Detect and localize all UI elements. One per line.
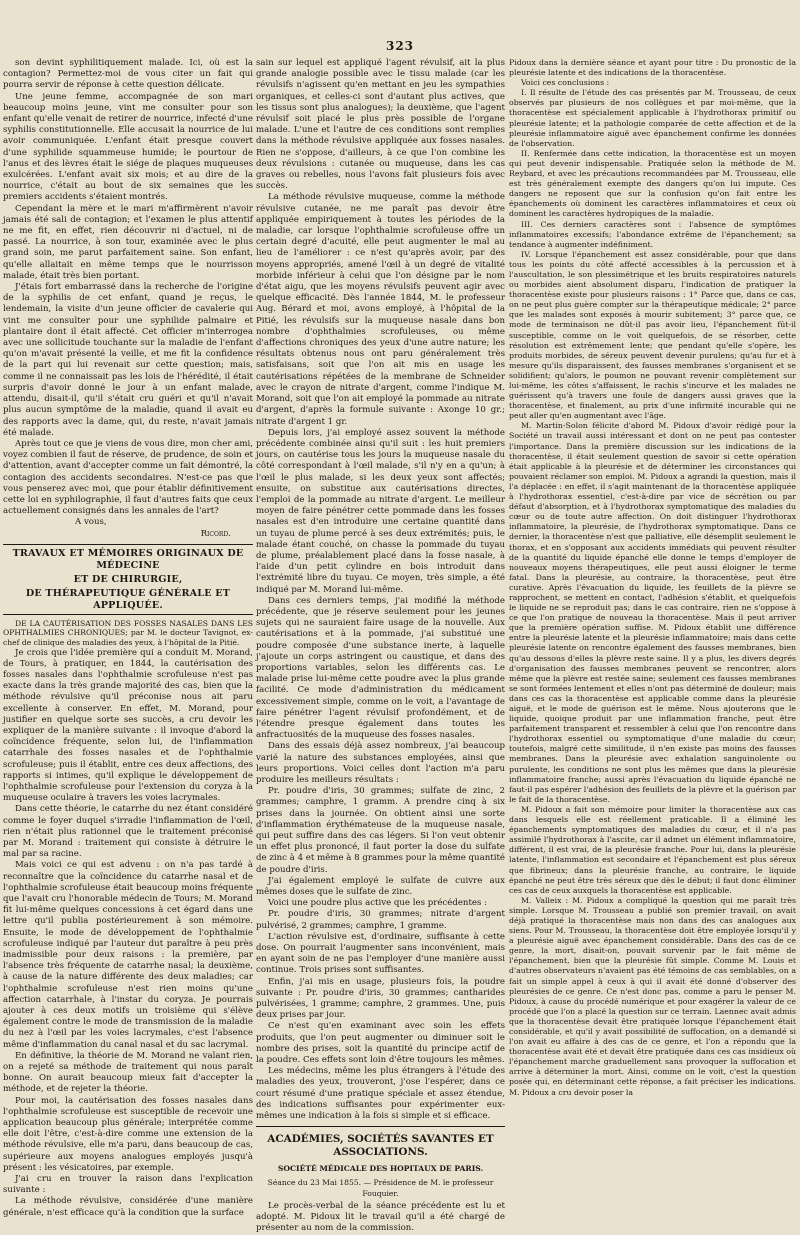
paragraph: La méthode révulsive muqueuse, comme la méthode révulsive cutanée, ne me paraît pas devoir être appliquée empiriquement à toutes les périodes de la maladie, car lorsque l'ophthalmie scrofuleuse offre un certain degré d'acuité, elle peut augmenter le mal au lieu de l'améliorer : ce n'est qu'après avoir, par des moyens appropriés, amené l'œil à un degré de vitalité morbide inférieur à celui que l'on désigne par le nom d'état aigu, que les moyens révulsifs peuvent agir avec quelque efficacité. Dès l'année 1844, M. le professeur Aug. Bérard et moi, avons employé, à l'hôpital de la Pitié, les révulsifs sur la muqueuse nasale dans bon nombre d'ophthalmies scrofuleuses, ou même d'affections chroniques des yeux d'une autre nature; les résultats obtenus nous ont paru généralement très satisfaisans, soit que l'on ait mis en usage les cautérisations répétées de la membrane de Schneider avec le crayon de nitrate d'argent, comme l'indique M. Morand, soit que l'on ait employé la pommade au nitrate d'argent, d'après la formule suivante : Axonge 10 gr.; nitrate d'argent 1 gr. <box>256 192 505 427</box>
paragraph: Je crois que l'idée première qui a conduit M. Morand, de Tours, à pratiquer, en 1844, la cautérisation des fosses nasales dans l'ophthalmie scrofuleuse n'est pas exacte dans la très grande majorité des cas, bien que la méthode révulsive qu'il préconise nous ait paru excellente à conserver. En effet, M. Morand, pour justifier en quelque sorte ses succès, a cru devoir les expliquer de la manière suivante : il invoque d'abord la coïncidence fréquente, selon lui, de l'inflammation catarrhale des fosses nasales et de l'ophthalmie scrofuleuse; puis il établit, entre ces deux affections, des rapports si intimes, qu'il explique le développement de l'ophthalmie scrofuleuse pour l'extension du coryza à la muqueuse oculaire à travers les voies lacrymales. <box>3 647 253 804</box>
paragraph: Dans cette théorie, le catarrhe du nez étant considéré comme le foyer duquel s'irradie l'inflammation de l'œil, rien n'était plus rationnel que le traitement préconisé par M. Morand : traitement qui consiste à détruire le mal par sa racine. <box>3 804 253 860</box>
paragraph: Depuis lors, j'ai employé assez souvent la méthode précédente combinée ainsi qu'il suit : les huit premiers jours, on cautérise tous les jours la muqueuse nasale du côté correspondant à l'œil malade, s'il n'y en a qu'un; à l'œil le plus malade, si les deux yeux sont affectés; ensuite, on substitue aux cautérisations directes, l'emploi de la pommade au nitrate d'argent. Le meilleur moyen de faire pénétrer cette pommade dans les fosses nasales est d'en introduire une certaine quantité dans un tuyau de plume percé à ses deux extrémités; puis, le malade étant couché, on chasse la pommade du tuyau de plume, préalablement placé dans la fosse nasale, à l'aide d'un petit cylindre en bois introduit dans l'extrémité libre du tuyau. Ce moyen, très simple, a été indiqué par M. Morand lui-même. <box>256 427 505 595</box>
paragraph: Après tout ce que je viens de vous dire, mon cher ami, voyez combien il faut de réserve, de prudence, de soin et d'attention, avant d'accepter comme un fait démontré, la contagion des accidents secondaires. N'est-ce pas que vous penserez avec moi, que pour établir définitivement cette loi en syphilographie, il faut d'autres faits que ceux actuellement consignés dans les annales de l'art? <box>3 438 253 517</box>
column-3 <box>509 58 796 1114</box>
paragraph: M. Valleix : M. Pidoux a compliqué la question qui me paraît très simple. Lorsque M. Trousseau a publié son premier travail, on avait déjà pratiqué la thoracentèse mais non dans des cas analogues aux siens. Pour M. Trousseau, la thoracentèse doit être employée lorsqu'il y a pleurésie aiguë avec épanchement considérable. Dans des cas de ce genre, la mort, disait-on, pouvait survenir par le fait même de l'épanchement, bien que la pleurésie fût simple. Comme M. Louis et d'autres observateurs n'avaient pas été témoins de cas semblables, on a fait un simple appel à ceux à qui il avait été donné d'observer des pleurésies de ce genre. Ce n'est donc pas, comme a paru le penser M. Pidoux, à cause du procédé numérique et pour exagérer la valeur de ce procédé que l'on a placé la question sur ce terrain. Laennec avait admis que la thoracentèse devait être pratiquée lorsque l'épanchement était considérable, et qu'il y avait possibilité de suffocation, on a demandé si l'on avait eu affaire à des cas de ce genre, et l'on a répondu que la thoracentèse avait été et devait être pratiquée dans ces cas insidieux où l'épanchement marche graduellement sans provoquer la suffocation et arrive à déterminer la mort. Ainsi, comme on le voit, c'est la question posée qui, en déterminant cette réponse, a fait préciser les indications. M. Pidoux a cru devoir poser la <box>509 895 796 1097</box>
section-divider <box>3 544 253 545</box>
section-heading-line-1: TRAVAUX ET MÉMOIRES ORIGINAUX DE MÉDECINE <box>12 547 244 571</box>
paragraph: L'action révulsive est, d'ordinaire, suffisante à cette dose. On pourrait l'augmenter sans inconvénient, mais en ayant soin de ne pas l'employer d'une manière aussi continue. Trois prises sont suffisantes. <box>256 931 505 976</box>
paragraph: J'étais fort embarrassé dans la recherche de l'origine de la syphilis de cet enfant, quand je reçus, le lendemain, la visite d'un jeune officier de cavalerie qui vint me consulter pour une syphilide palmaire et plantaire dont il était affecté. Cet officier m'interrogea avec une sollicitude touchante sur la maladie de l'enfant qu'on m'avait présenté la veille, et me fit la confidence de la part qui lui revenait sur cette question; mais, comme il ne connaissait pas les lois de l'hérédité, il était surpris d'avoir donné le jour à un enfant malade, attendu, disait-il, qu'il s'était cru guéri et qu'il n'avait plus aucun symptôme de la maladie, quand il avait eu des rapports avec la dame, qui, du reste, n'avait jamais été malade. <box>3 282 253 438</box>
paragraph: Le procès-verbal de la séance précédente est lu et adopté. M. Pidoux lit le travail qu'il a été chargé de présenter au nom de la commission. <box>256 1200 505 1234</box>
paragraph: son devint syphilitiquement malade. Ici, où est la contagion? Permettez-moi de vous citer un fait qui pourra servir de réponse à cette question délicate. <box>3 58 253 91</box>
signature: Ricord. <box>200 528 231 539</box>
page-number: 323 <box>385 39 415 53</box>
section-divider-thin <box>3 614 253 615</box>
paragraph: Dans des essais déjà assez nombreux, j'ai beaucoup varié la nature des substances employées, ainsi que leurs proportions. Voici celles dont l'action m'a paru produire les meilleurs résultats : <box>256 741 505 785</box>
paragraph: Pour moi, la cautérisation des fosses nasales dans l'ophthalmie scrofuleuse est susceptible de recevoir une application beaucoup plus générale; interprétée comme elle doit l'être, c'est-à-dire comme une extension de la méthode révulsive, elle m'a paru, dans beaucoup de cas, supérieure aux moyens analogues employés jusqu'à présent : les vésicatoires, par exemple. <box>3 1095 253 1173</box>
paragraph: III. Ces derniers caractères sont : l'absence de symptômes inflammatoires excessifs; l'abondance extrême de l'épanchement; sa tendance à augmenter indéfiniment. <box>509 219 796 249</box>
paragraph: Voici ces conclusions : <box>521 78 610 88</box>
signoff-salutation: A vous, <box>75 517 107 528</box>
letter-signoff <box>3 517 253 539</box>
paragraph: Mais voici ce qui est advenu : on n'a pas tardé à reconnaître que la coïncidence du catarrhe nasal et de l'ophthalmie scrofuleuse était beaucoup moins fréquente que l'avait cru l'honorable médecin de Tours; M. Morand fit lui-même quelques concessions à cet égard dans une lettre qu'il publia postérieurement à son mémoire. Ensuite, le mode de développement de l'ophthalmie scrofuleuse indiqué par l'auteur dut paraître à peu près inadmissible pour deux raisons : la première, par l'absence très fréquente de catarrhe nasal; la deuxième, à cause de la nature différente des deux maladies; car l'ophthalmie scrofuleuse n'est rien moins qu'une affection catarrhale, à l'instar du coryza. Je pourrais ajouter à ces deux motifs un troisième qui s'élève également contre le mode de transmission de la maladie du nez à l'œil par les voies lacrymales, c'est l'absence même d'inflammation du canal nasal et du sac lacrymal. <box>3 860 253 1050</box>
paragraph: II. Renfermée dans cette indication, la thoracentèse est un moyen qui peut devenir indispensable. Pratiquée selon la méthode de M. Reybard, et avec les précautions recommandées par M. Trousseau, elle est très généralement exempte des dangers qu'on lui impute. Ces dangers ne reposent que sur la confusion qu'on fait entre les épanchements où dominent les caractères inflammatoires et ceux où dominent les caractères hydropiques de la maladie. <box>509 148 796 219</box>
paragraph: Une jeune femme, accompagnée de son mari beaucoup moins jeune, vint me consulter pour son enfant qu'elle venait de retirer de nourrice, infecté d'une syphilis constitutionnelle. Elle accusait la nourrice de lui avoir communiquée. L'enfant était presque couvert d'une syphilide squammeuse humide; le pourtour de l'anus et des lèvres était le siége de plaques muqueuses exulcérées. L'enfant avait six mois; et au dire de la nourrice, c'était au bout de six semaines que les premiers accidents s'étaient montrés. <box>3 91 253 203</box>
paragraph: M. Martin-Solon félicite d'abord M. Pidoux d'avoir rédigé pour la Société un travail aussi intéressant et dont on ne peut pas contester l'importance. Dans la première discussion sur les indications de la thoracentèse, il était seulement question de savoir si cette opération était applicable à la pleurésie et de déterminer les circonstances qui pouvaient réclamer son emploi. M. Pidoux a agrandi la question, mais il l'a déplacée : en effet, il s'agit maintenant de la thoracentèse appliquée à l'hydrothorax essentiel, c'est-à-dire par vice de sécrétion ou par défaut d'absorption, et à l'hydrothorax symptomatique des maladies du cœur ou de toute autre affection. On doit distinguer l'hydrothorax inflammatoire, la pleurésie, de l'hydrothorax symptomatique. Dans ce dernier, la thoracentèse n'est que palliative, elle désemplit seulement le thorax, et en s'opposant aux accidents immédiats qui peuvent résulter de la quantité du liquide épanché elle donne le temps d'employer de nouveaux moyens thérapeutiques, elle peut aussi éloigner le terme fatal. Dans la pleurésie, au contraire, la thoracentèse, peut être curative. Après l'évacuation du liquide, les feuillets de la plèvre se rapprochent, se mettent en contact, l'adhésion s'établit, et quelquefois le liquide ne se reproduit pas; dans le cas contraire, rien ne s'oppose à ce que l'on pratique de nouveau la thoracentèse. Mais il peut arriver que la première opération suffise. M. Pidoux établit une différence entre la pleurésie latente et la pleurésie inflammatoire; mais dans cette pleurésie latente on rencontre également des fausses membranes, bien qu'au dessous d'elles la plèvre reste saine. Il y a plus, les divers degrés d'organisation des fausses membranes peuvent se rencontrer, alors même que la plèvre est restée saine; seulement ces fausses membranes se sont formées lentement et elles n'ont pas déterminé de douleur; mais dans ces cas la thoracentèse est applicable comme dans la pleurésie aiguë, et le mode de guérison est le même. Nous ajouterons que le liquide, quoique produit par une inflammation franche, peut être parfaitement transparent et ressembler à celui que l'on rencontre dans l'hydrothorax essentiel ou symptomatique d'une maladie du cœur; toutefois, malgré cette similitude, il n'en existe pas moins des fausses membranes. Dans la pleurésie avec exhalation sanguinolente ou purulente, les conditions ne sont plus les mêmes que dans la pleurésie inflammatoire franche; aussi après l'évacuation du liquide épanché ne faut-il pas espérer l'adhésion des feuillets de la plèvre et la guérison par le fait de la thoracentèse. <box>509 421 796 804</box>
paragraph: Les médecins, même les plus étrangers à l'étude des maladies des yeux, trouveront, j'ose l'espérer, dans ce court résumé d'une pratique spéciale et assez étendue, des indications suffisantes pour expérimenter eux-mêmes une indication à la fois si simple et si efficace. <box>256 1066 505 1122</box>
paragraph: J'ai cru en trouver la raison dans l'explication suivante : <box>3 1174 253 1196</box>
paragraph: Voici une poudre plus active que les précédentes : <box>268 898 488 909</box>
paragraph: Pidoux dans la dernière séance et ayant pour titre : Du pronostic de la pleurésie latente et des indications de la thoracentèse. <box>509 58 796 78</box>
section-heading-line-3: DE THÉRAPEUTIQUE GÉNÉRALE ET APPLIQUÉE. <box>25 587 231 611</box>
section-divider <box>256 1126 505 1127</box>
article-lead: DE LA CAUTÉRISATION DES FOSSES NASALES DANS LES OPHTHALMIES CHRONIQUES; par M. le docteur Tavignot, ex-chef de clinique des maladies des yeux, à l'hôpital de la Pitié. <box>3 618 253 647</box>
paragraph: IV. Lorsque l'épanchement est assez considérable, pour que dans tous les points du côté affecté accessibles à la percussion et à l'auscultation, le son plessimétrique et les bruits respiratoires naturels ou morbides aient absolument disparu, l'indication de pratiquer la thoracentèse existe pour plusieurs raisons : 1° Parce que, dans ce cas, on ne peut plus guère compter sur la thérapeutique médicale; 2° parce que les malades sont exposés à mourir subitement; 3° parce que, ce mode de terminaison ne dût-il pas avoir lieu, l'épanchement fût-il susceptible, comme on le voit quelquefois, de se résorber, cette résolution est extrêmement lente; que pendant qu'elle s'opère, les produits morbides, de séreux peuvent devenir purulens; qu'au fur et à mesure qu'ils disparaissent, des fausses membranes s'organisent et se solidifient; qu'alors, le poumon ne pouvant revenir complètement sur lui-même, les côtes s'affaissent, le rachis s'incurve et les malades ne guérissent qu'à travers une foule de dangers aussi graves que la thoracentèse, et finalement, au prix d'une infirmité incurable qui ne peut aller qu'en augmentant avec l'âge. <box>509 249 796 421</box>
society-title: SOCIÉTÉ MÉDICALE DES HOPITAUX DE PARIS. <box>277 1164 484 1174</box>
column-1 <box>3 58 253 1218</box>
paragraph: Pr. poudre d'iris, 30 grammes; sulfate de zinc, 2 grammes; camphre, 1 gramm. A prendre cinq à six prises dans la journée. On obtient ainsi une sorte d'inflammation érythémateuse de la muqueuse nasale, qui peut suffire dans des cas légers. Si l'on veut obtenir un effet plus prononcé, il faut porter la dose du sulfate de zinc à 4 et même à 8 grammes pour la même quantité de poudre d'iris. <box>256 786 505 875</box>
paragraph: Cependant la mère et le mari m'affirmèrent n'avoir jamais été sali de contagion; et l'examen le plus attentif ne me fit, en effet, rien découvrir ni d'actuel, ni de passé. La nourrice, à son tour, examinée avec le plus grand soin, me parut parfaitement saine. Son enfant, qu'elle allaitait en même temps que le nourrisson malade, était très bien portant. <box>3 203 253 281</box>
paragraph: La méthode révulsive, considérée d'une manière générale, n'est efficace qu'à la condition que la surface <box>3 1196 253 1218</box>
paragraph: I. Il résulte de l'étude des cas présentés par M. Trousseau, de ceux observés par plusieurs de nos collègues et par moi-même, que la thoracentèse est spécialement applicable à l'hydrothorax primitif ou pleurésie latente; et la pathologie comparée de cette affection et de la pleurésie inflammatoire aiguë avec épanchement confirme les données de l'observation. <box>509 88 796 148</box>
paragraph: En définitive, la théorie de M. Morand ne valant rien, on a rejeté sa méthode de traitement qui nous paraît bonne. On aurait beaucoup mieux fait d'accepter la méthode, et de rejeter la théorie. <box>3 1050 253 1095</box>
paragraph: Enfin, j'ai mis en usage, plusieurs fois, la poudre suivante : Pr. poudre d'iris, 30 grammes; cantharides pulvérisées, 1 gramme; camphre, 2 grammes. Une, puis deux prises par jour. <box>256 976 505 1021</box>
paragraph: J'ai également employé le sulfate de cuivre aux mêmes doses que le sulfate de zinc. <box>256 875 505 898</box>
paragraph: sain sur lequel est appliqué l'agent révulsif, ait la plus grande analogie possible avec le tissu malade (car les révulsifs n'agissent qu'en mettant en jeu les sympathies organiques, et celles-ci sont d'autant plus actives, que les tissus sont plus analogues); la deuxième, que l'agent révulsif soit placé le plus près possible de l'organe malade. L'une et l'autre de ces conditions sont remplies dans la méthode révulsive appliquée aux fosses nasales. Rien ne s'oppose, d'ailleurs, à ce que l'on combine les deux révulsions : cutanée ou muqueuse, dans les cas graves ou rebelles, nous l'avons fait plusieurs fois avec succès. <box>256 58 505 192</box>
paragraph: Dans ces derniers temps, j'ai modifié la méthode précédente, que je réserve seulement pour les jeunes sujets qui ne sauraient faire usage de la nouvelle. Aux cautérisations et à la pommade, j'ai substitué une poudre composée d'une substance inerte, à laquelle j'ajoute un corps astringent ou caustique, et dans des proportions variables, selon les différents cas. Le malade prise lui-même cette poudre avec la plus grande facilité. Ce mode d'administration du médicament excessivement simple, comme on le voit, a l'avantage de faire pénétrer l'agent révulsif profondément, et de l'étendre presque également dans toutes les anfractuosités de la muqueuse des fosses nasales. <box>256 595 505 741</box>
section-heading-line-2: ET DE CHIRURGIE, <box>73 573 183 585</box>
session-line: Séance du 23 Mai 1855. — Présidence de M. le professeur Fouquier. <box>267 1177 494 1198</box>
paragraph: Pr. poudre d'iris, 30 grammes; nitrate d'argent pulvérisé, 2 grammes; camphre, 1 gramme. <box>256 909 505 931</box>
section-heading: ACADÉMIES, SOCIÉTÉS SAVANTES ET ASSOCIATIONS. <box>267 1133 494 1159</box>
paragraph: Ce n'est qu'en examinant avec soin les effets produits, que l'on peut augmenter ou diminuer soit le nombre des prises, soit la quantité du principe actif de la poudre. Ces effets sont loin d'être toujours les mêmes. <box>256 1021 505 1066</box>
paragraph: M. Pidoux a fait son mémoire pour limiter la thoracentèse aux cas dans lesquels elle est réellement praticable. Il a éliminé les épanchements symptomatiques des maladies du cœur, et il n'a pas assimilé l'hydrothorax à l'ascite, car il admet un élément inflammatoire, différent, il est vrai, de la pleurésie franche. Pour lui, dans la pleurésie latente, l'inflammation est secondaire et l'épanchement est plus séreux que fibrineux; dans la pleurésie franche, au contraire, le liquide épanché ne peut être très séreux que dès le début; il faut donc éliminer ces cas de ceux auxquels la thoracentèse est applicable. <box>509 804 796 895</box>
column-2 <box>256 58 505 1234</box>
